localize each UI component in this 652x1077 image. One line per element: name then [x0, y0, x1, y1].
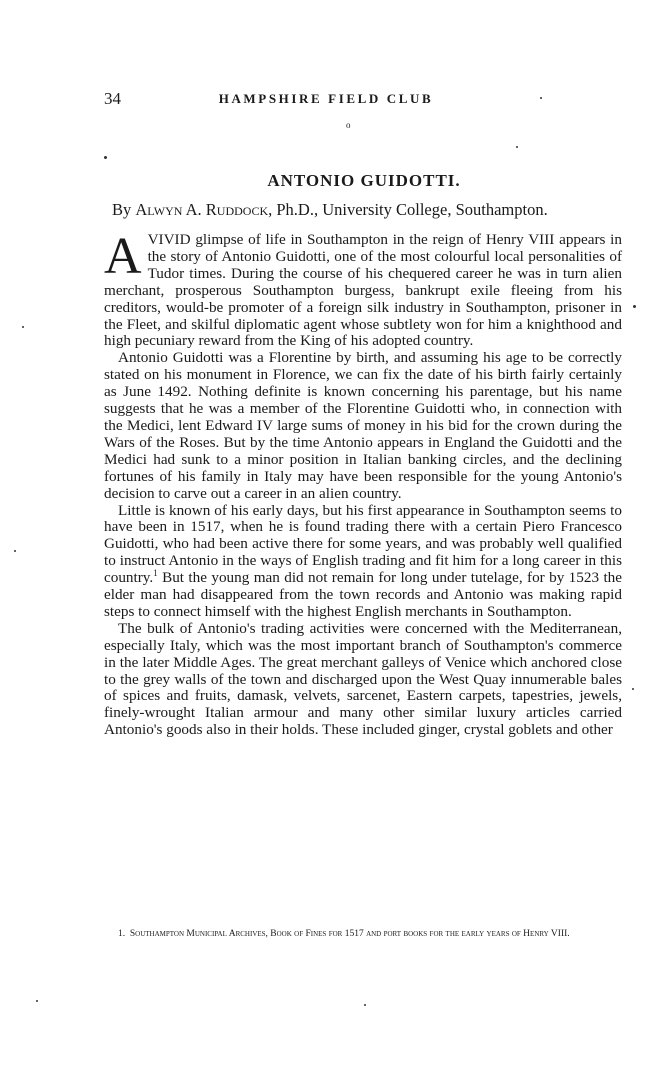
article-body — [104, 228, 622, 739]
footnote-reference: 1 — [153, 568, 158, 579]
byline — [112, 200, 624, 220]
ornament: o — [346, 120, 351, 130]
paragraph-3-text-a: Little is known of his early days, but his first appearance in Southampton seems to have been in 1517, when he is found trading there with a certain Piero Francesco Guidotti, who had been active there for some years, and was probably well qualified to instruct Antonio in the ways of English trading and fit him for a long career in this country. — [104, 501, 622, 587]
footnote-text: Southampton Municipal Archives, Book of Fines for 1517 and port books for the early years of Henry VIII. — [129, 929, 570, 939]
footnote-marker: 1. — [118, 929, 126, 939]
paragraph-4: The bulk of Antonio's trading activities were concerned with the Mediterranean, especially Italy, which was the most important branch of Southampton's commerce in the later Middle Ages. The great merchant galleys of Venice which anchored close to the grey walls of the town and discharged upon the West Quay innumerable bales of spices and fruits, damask, velvets, sarcenet, Eastern carpets, tapestries, jewels, finely-wrought Italian armour and many other similar luxury articles carried Antonio's goods also in their holds. These included ginger, crystal goblets and other — [104, 619, 622, 739]
print-speck — [22, 326, 24, 328]
article-title: ANTONIO GUIDOTTI. — [267, 171, 461, 190]
paragraph-1-lead: VIVID — [147, 231, 191, 248]
paragraph-3 — [104, 503, 622, 621]
print-speck — [14, 550, 16, 552]
drop-cap: A — [104, 228, 142, 285]
print-speck — [104, 156, 107, 159]
running-head: HAMPSHIRE FIELD CLUB — [218, 91, 434, 106]
print-speck — [516, 146, 518, 148]
paragraph-2: Antonio Guidotti was a Florentine by birth, and assuming his age to be correctly stated on his monument in Florence, we can fix the date of his birth fairly certainly as June 1492. Nothing definite is known concerning his parentage, but his name suggests that he was a member of the Florentine Guidotti who, in connection with the Medici, lent Edward IV large sums of money in his bid for the crown during the Wars of the Roses. But by the time Antonio appears in England the Guidotti and the Medici had sunk to a minor position in Italian banking circles, and the declining fortunes of his family in Italy may have been responsible for the young Antonio's decision to carve out a career in an alien country. — [104, 349, 622, 502]
print-speck — [36, 1000, 38, 1002]
print-speck — [632, 688, 634, 690]
print-speck — [364, 1004, 366, 1006]
paragraph-1 — [104, 228, 622, 350]
print-speck — [540, 97, 542, 99]
author-name: Alwyn A. Ruddock — [135, 200, 269, 219]
footnote — [104, 929, 622, 939]
paragraph-3-text-b: But the young man did not remain for long under tutelage, for by 1523 the elder man had disappeared from the town records and Antonio was making rapid steps to connect himself with the highest English merchants in Southampton. — [104, 569, 622, 620]
byline-affiliation: , Ph.D., University College, Southampton. — [268, 200, 548, 219]
print-speck — [633, 305, 636, 308]
paragraph-1-text: glimpse of life in Southampton in the reign of Henry VIII appears in the story of Antonio Guidotti, one of the most colourful local personalities of Tudor times. During the course of his chequered career he was in turn alien merchant, prosperous Southampton burgess, bankrupt exile fleeing from his creditors, would-be promoter of a foreign silk industry in Southampton, prisoner in the Fleet, and skilful diplomatic agent whose subtlety won for him a knighthood and high pecuniary reward from the King of his adopted country. — [104, 231, 622, 350]
byline-prefix: By — [112, 200, 136, 219]
page-number: 34 — [104, 89, 121, 108]
